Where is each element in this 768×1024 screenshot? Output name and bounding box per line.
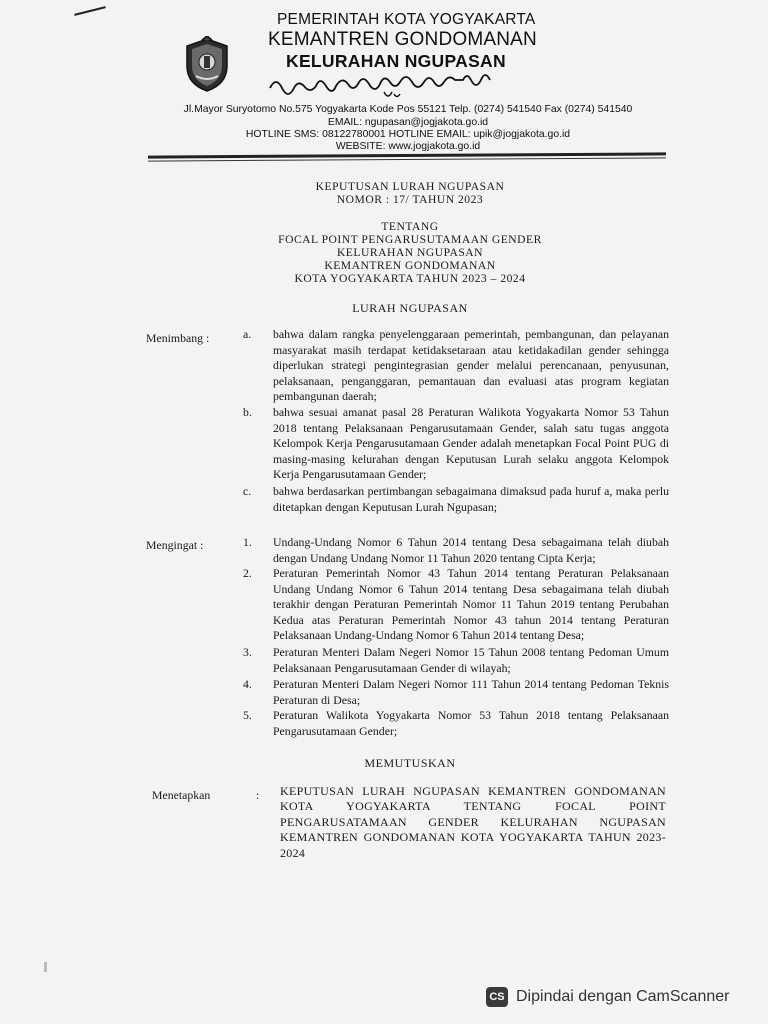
decree-issuer: LURAH NGUPASAN [352,301,468,315]
letterhead-website: WEBSITE: www.jogjakota.go.id [335,141,481,152]
decree-subject-line: FOCAL POINT PENGARUSUTAMAAN GENDER [278,233,542,246]
menetapkan-label: Menetapkan [152,788,211,802]
yogyakarta-city-emblem-icon [182,36,232,94]
list-item-text: Peraturan Menteri Dalam Negeri Nomor 15 Tahun 2008 tentang Pedoman Umum Pelaksanaan Pengarusutamaan Gender di wilayah; [273,645,669,675]
list-marker: 5. [243,708,252,722]
letterhead-email: EMAIL: ngupasan@jogjakota.go.id [327,117,489,128]
menetapkan-colon: : [256,788,260,802]
javanese-script-wordmark-icon [266,72,536,100]
menetapkan-text: KEPUTUSAN LURAH NGUPASAN KEMANTREN GONDOMANAN KOTA YOGYAKARTA TENTANG FOCAL POINT PENGARUSATAMAAN GENDER KELURAHAN NGUPASAN KEMANTREN GONDOMANAN KOTA YOGYAKARTA TAHUN 2023-2024 [280,784,666,860]
list-item-text: Undang-Undang Nomor 6 Tahun 2014 tentang Desa sebagaimana telah diubah dengan Undang Undang Nomor 11 Tahun 2020 tentang Cipta Kerja; [273,535,669,565]
letterhead-kemantren: KEMANTREN GONDOMANAN [268,29,537,50]
memutuskan-heading: MEMUTUSKAN [364,756,456,770]
letterhead-address: Jl.Mayor Suryotomo No.575 Yogyakarta Kode Pos 55121 Telp. (0274) 541540 Fax (0274) 541540 [183,104,633,115]
decree-number: NOMOR : 17/ TAHUN 2023 [336,193,484,206]
decree-about: TENTANG [381,220,439,233]
list-item-text: Peraturan Menteri Dalam Negeri Nomor 111 Tahun 2014 tentang Pedoman Teknis Peraturan di Desa; [273,677,669,707]
list-item-text: bahwa sesuai amanat pasal 28 Peraturan Walikota Yogyakarta Nomor 53 Tahun 2018 tentang Pelaksanaan Pengarusutamaan Gender, salah satu tugas anggota Kelompok Kerja Pengarusutamaan Gender adalah menetapkan Focal Point PUG di masing-masing kelurahan dengan Keputusan Lurah selaku anggota Kelompok Kerja Pengarusutamaan Gender; [273,405,669,482]
list-item-text: Peraturan Pemerintah Nomor 43 Tahun 2014 tentang Peraturan Pelaksanaan Undang Undang Nomor 6 Tahun 2014 tentang Desa sebagaimana telah diubah terakhir dengan Peraturan Pemerintah Nomor 11 Tahun 2019 tentang Perubahan Kedua atas Peraturan Pemerintah Nomor 43 tahun 2014 tentang Peraturan Pelaksanaan Undang-Undang Nomor 6 Tahun 2014 tentang Desa; [273,566,669,643]
list-marker: c. [243,484,252,498]
list-item-text: Peraturan Walikota Yogyakarta Nomor 53 Tahun 2018 tentang Pelaksanaan Pengarusutamaan Gender; [273,708,669,738]
camscanner-logo-icon: CS [486,987,508,1007]
scan-smudge [44,962,47,972]
list-marker: b. [243,405,252,419]
list-item-text: bahwa dalam rangka penyelenggaraan pemerintah, pembangunan, dan pelayanan masyarakat masih terdapat ketidaksetaraan atau ketidakadilan gender sehingga diperlukan strategi pengintegrasian gender melalui perencanaan, penyusunan, pelaksanaan, penganggaran, pemantauan dan evaluasi atas program kegiatan pembangunan daerah; [273,327,669,404]
pen-mark [74,6,106,16]
list-marker: 4. [243,677,252,691]
decree-title: KEPUTUSAN LURAH NGUPASAN [315,180,505,193]
decree-subject-line: KOTA YOGYAKARTA TAHUN 2023 – 2024 [294,272,526,285]
list-item-text: bahwa berdasarkan pertimbangan sebagaimana dimaksud pada huruf a, maka perlu ditetapkan dengan Keputusan Lurah Ngupasan; [273,484,669,514]
decree-subject-line: KELURAHAN NGUPASAN [336,246,484,259]
list-marker: 1. [243,535,252,549]
camscanner-text: Dipindai dengan CamScanner [516,988,730,1005]
list-marker: 2. [243,566,252,580]
camscanner-watermark [476,981,758,1013]
letterhead-kelurahan: KELURAHAN NGUPASAN [286,51,506,71]
decree-subject-line: KEMANTREN GONDOMANAN [324,259,496,272]
list-marker: a. [243,327,252,341]
list-marker: 3. [243,645,252,659]
letterhead-government: PEMERINTAH KOTA YOGYAKARTA [277,11,536,28]
letterhead-hotline: HOTLINE SMS: 08122780001 HOTLINE EMAIL: upik@jogjakota.go.id [245,129,571,140]
menimbang-label: Menimbang : [146,331,210,345]
mengingat-label: Mengingat : [146,538,204,552]
